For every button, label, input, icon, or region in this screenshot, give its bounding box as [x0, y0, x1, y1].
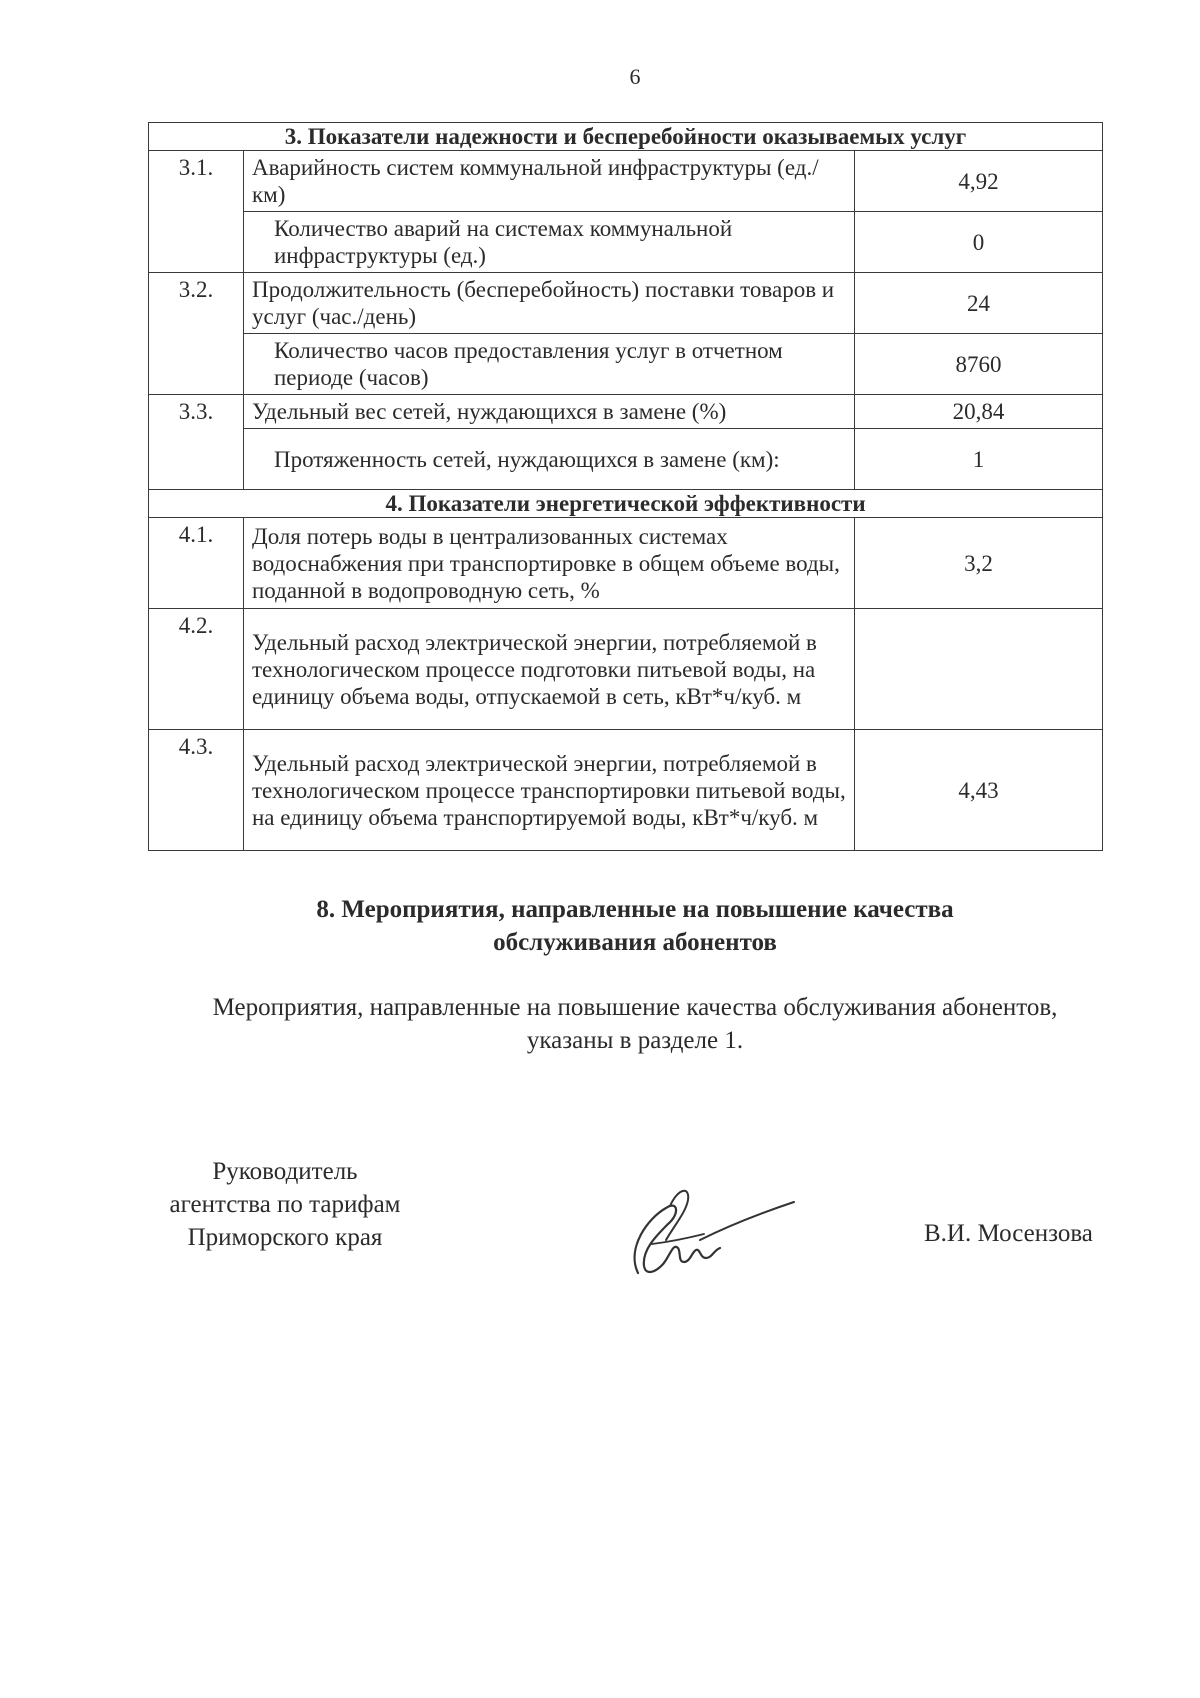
row-number: 3.3. — [149, 395, 244, 490]
indicator-value — [855, 609, 1103, 730]
table-row — [149, 518, 1103, 609]
indicators-table — [148, 122, 1103, 851]
indicator-value: 0 — [855, 212, 1103, 273]
signer-title-line: агентства по тарифам — [169, 1191, 401, 1218]
indicator-text — [244, 212, 855, 273]
row-number: 3.1. — [149, 151, 244, 273]
table-row — [149, 273, 1103, 334]
indicator-text: Удельный расход электрической энергии, потребляемой в технологическом процессе транспортировки питьевой воды, на единицу объема транспортируемой воды, кВт*ч/куб. м — [244, 730, 855, 851]
indicator-subtext: Количество аварий на системах коммунальной инфраструктуры (ед.) — [274, 216, 733, 268]
row-number: 4.1. — [149, 518, 244, 609]
section-4-title: 4. Показатели энергетической эффективности — [149, 490, 1103, 518]
indicator-text: Аварийность систем коммунальной инфраструктуры (ед./км) — [244, 151, 855, 212]
indicator-text: Удельный расход электрической энергии, потребляемой в технологическом процессе подготовки питьевой воды, на единицу объема воды, отпускаемой в сеть, кВт*ч/куб. м — [244, 609, 855, 730]
table-row — [149, 730, 1103, 851]
section-8-heading-line: 8. Мероприятия, направленные на повышение качества — [316, 896, 954, 923]
indicator-text: Удельный вес сетей, нуждающихся в замене (%) — [244, 395, 855, 429]
indicator-value: 4,92 — [855, 151, 1103, 212]
table-row — [149, 334, 1103, 395]
indicator-value: 4,43 — [855, 730, 1103, 851]
table-row — [149, 151, 1103, 212]
table-row — [149, 212, 1103, 273]
paragraph-line: Мероприятия, направленные на повышение качества обслуживания абонентов, — [212, 994, 1058, 1021]
table-row — [149, 609, 1103, 730]
signer-position — [140, 1155, 430, 1254]
section-8-paragraph — [0, 991, 1200, 1057]
indicator-value: 8760 — [855, 334, 1103, 395]
section-3-title: 3. Показатели надежности и бесперебойности оказываемых услуг — [149, 123, 1103, 151]
table-section-row — [149, 490, 1103, 518]
indicator-text — [244, 429, 855, 490]
row-number: 4.3. — [149, 730, 244, 851]
indicator-value: 3,2 — [855, 518, 1103, 609]
signer-title-line: Руководитель — [212, 1158, 358, 1185]
signer-title-line: Приморского края — [187, 1224, 383, 1251]
signer-name: В.И. Мосензова — [924, 1220, 1093, 1247]
paragraph-line: указаны в разделе 1. — [526, 1027, 744, 1054]
indicator-value: 24 — [855, 273, 1103, 334]
row-number: 3.2. — [149, 273, 244, 395]
indicator-value: 1 — [855, 429, 1103, 490]
indicator-subtext: Количество часов предоставления услуг в отчетном периоде (часов) — [274, 338, 783, 390]
row-number: 4.2. — [149, 609, 244, 730]
section-8-heading-line: обслуживания абонентов — [493, 929, 777, 956]
page-number: 6 — [629, 64, 641, 89]
indicator-text: Доля потерь воды в централизованных системах водоснабжения при транспортировке в общем объеме воды, поданной в водопроводную сеть, % — [244, 518, 855, 609]
handwritten-signature — [608, 1178, 798, 1288]
table-row — [149, 429, 1103, 490]
indicator-value: 20,84 — [855, 395, 1103, 429]
indicator-text — [244, 334, 855, 395]
indicator-text: Продолжительность (бесперебойность) поставки товаров и услуг (час./день) — [244, 273, 855, 334]
table-section-row — [149, 123, 1103, 151]
section-8-heading — [0, 893, 1200, 959]
indicator-subtext: Протяженность сетей, нуждающихся в замене (км): — [274, 446, 780, 472]
table-row — [149, 395, 1103, 429]
